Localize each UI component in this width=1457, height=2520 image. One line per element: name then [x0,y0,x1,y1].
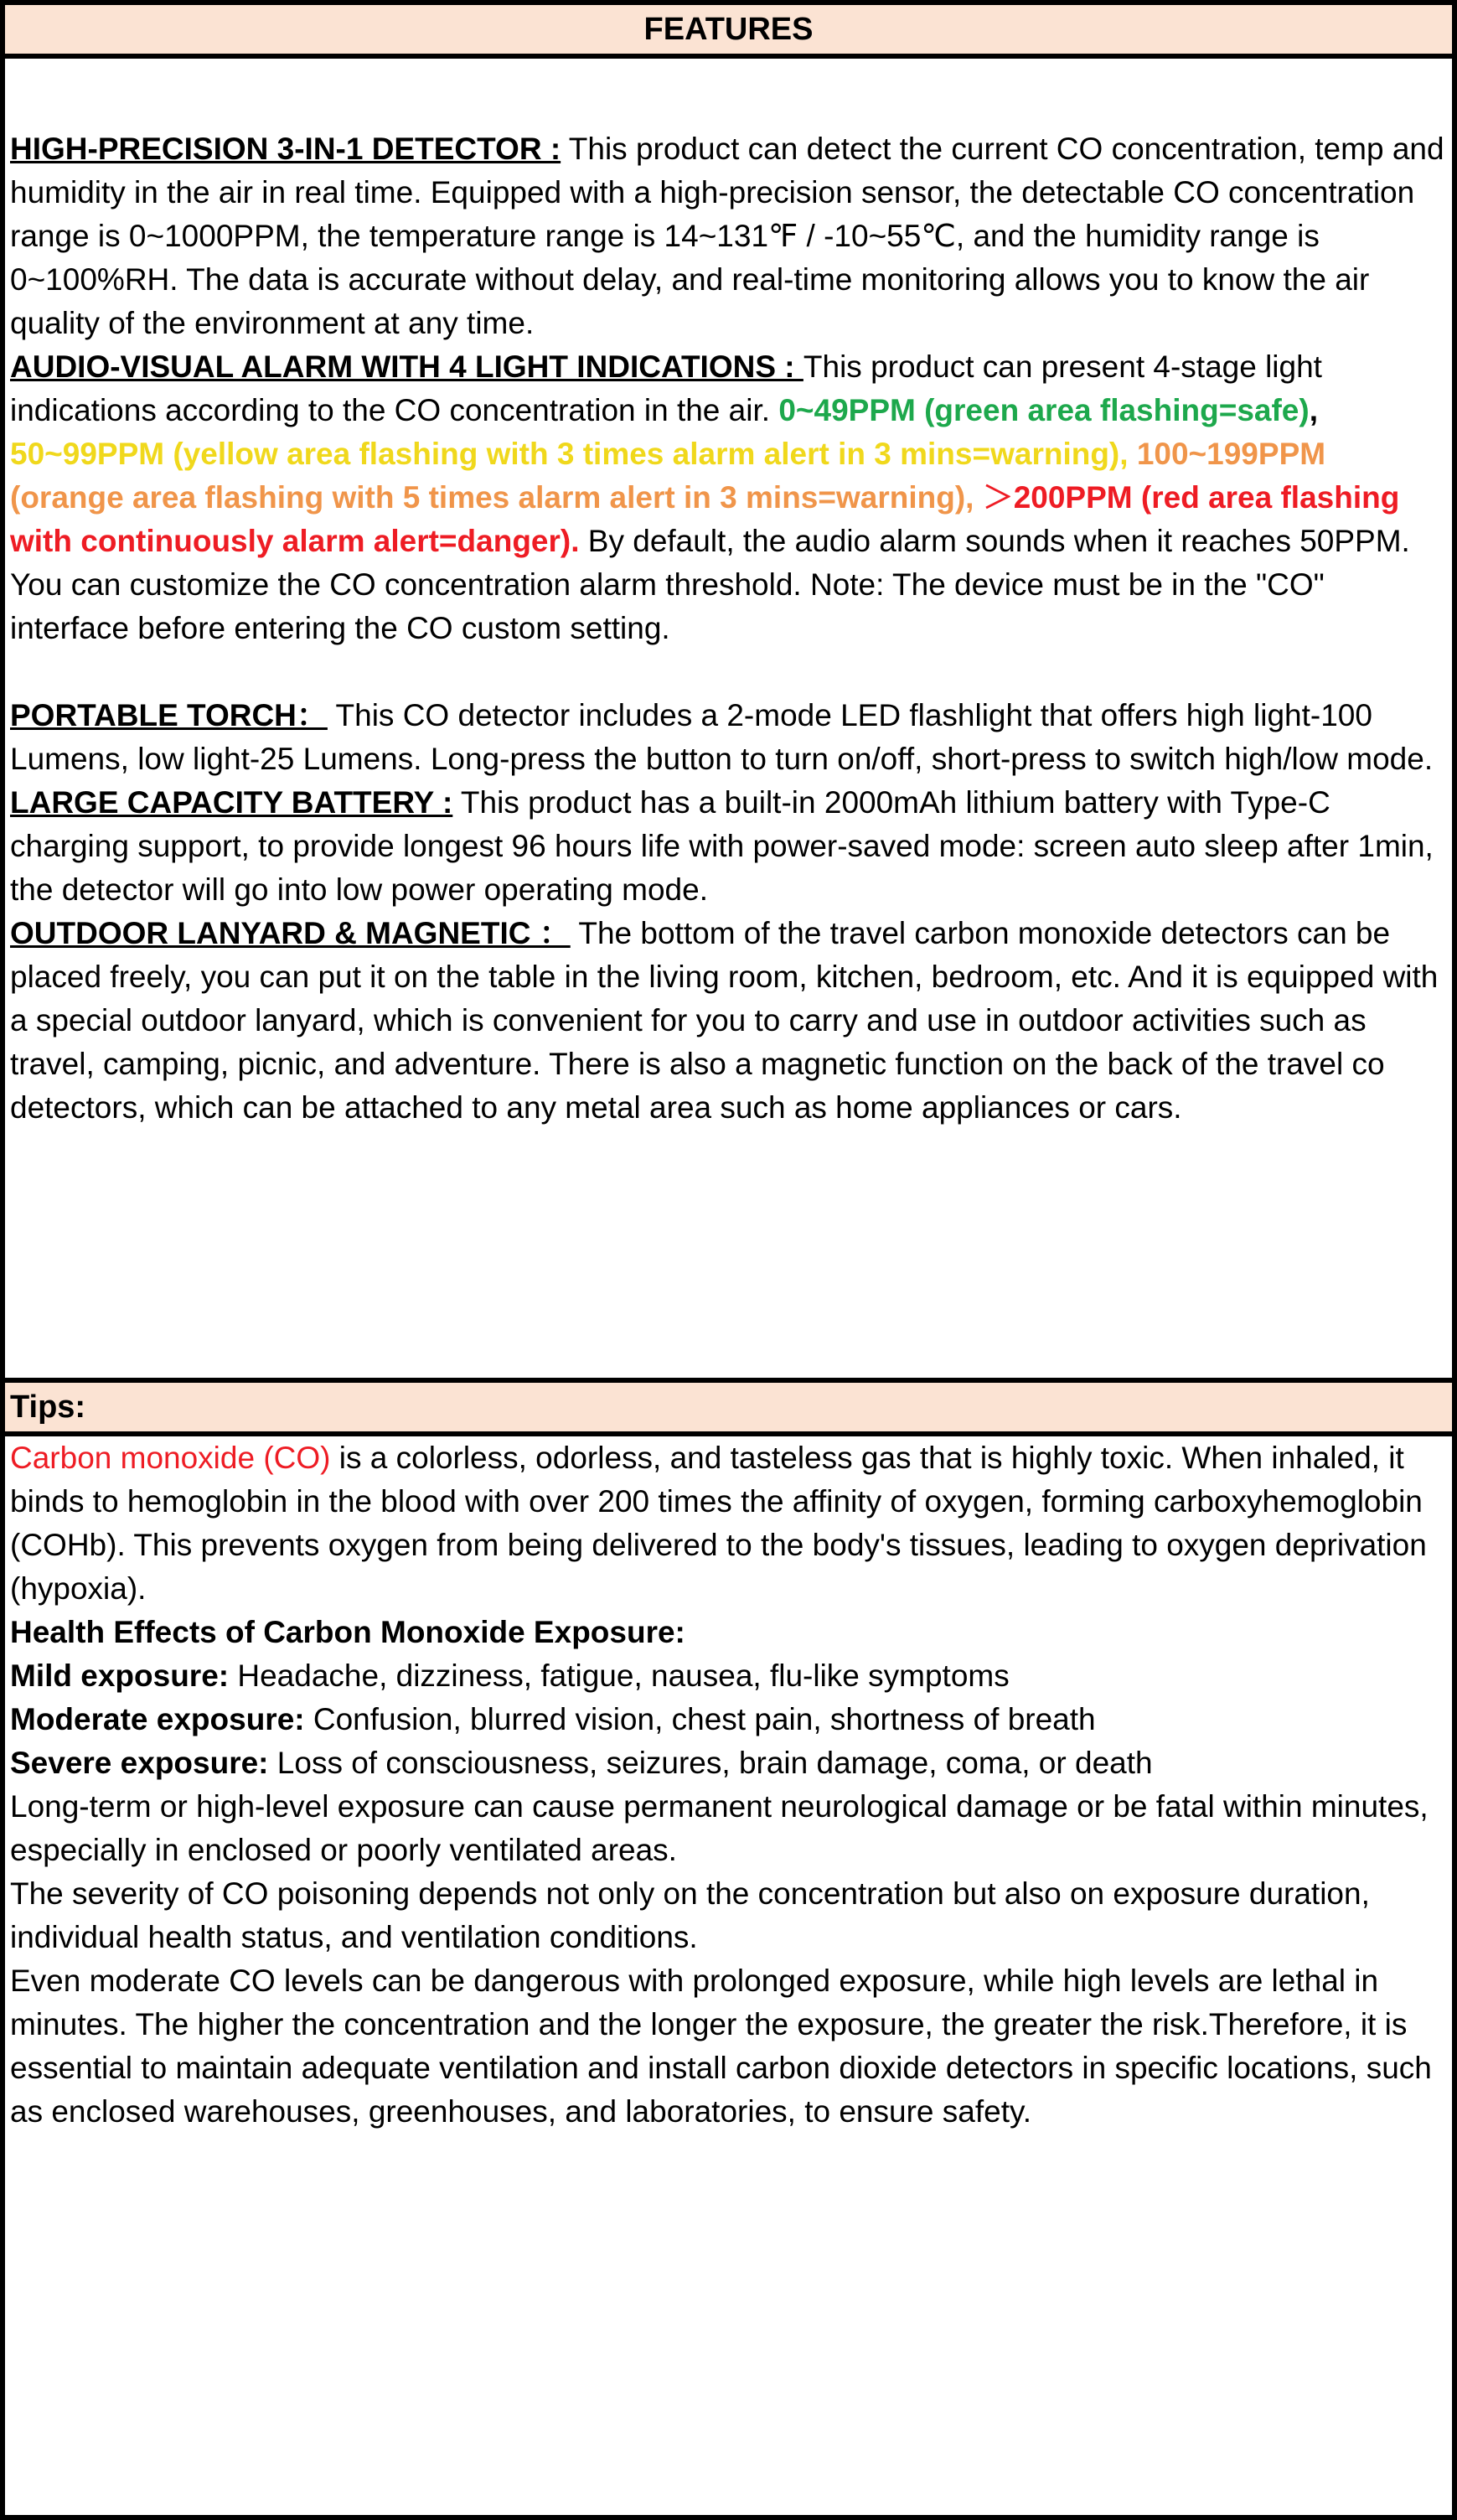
tips-intro-keyword: Carbon monoxide (CO) [10,1441,331,1475]
feature-torch-title: PORTABLE TORCH： [10,698,328,732]
severe-exposure-text: Loss of consciousness, seizures, brain damage, coma, or death [268,1746,1153,1780]
alarm-separator: , [1309,393,1318,427]
alarm-level-red: ＞200PPM (red area flashing with continuously alarm alert=danger). [10,480,1400,558]
moderate-exposure-text: Confusion, blurred vision, chest pain, shortness of breath [304,1702,1096,1736]
feature-alarm-title: AUDIO-VISUAL ALARM WITH 4 LIGHT INDICATIONS : [10,349,803,384]
mild-exposure-text: Headache, dizziness, fatigue, nausea, flu-like symptoms [229,1658,1010,1693]
feature-alarm-tail: By default, the audio alarm sounds when it reaches 50PPM. You can customize the CO concentration alarm threshold. Note: The device must be in the "CO" interface before entering the CO custom setting. [10,524,1410,645]
severe-exposure-label: Severe exposure: [10,1746,269,1780]
feature-torch-text: This CO detector includes a 2-mode LED flashlight that offers high light-100 Lumens, low light-25 Lumens. Long-press the button to turn on/off, short-press to switch high/low mode. [10,698,1434,776]
feature-lanyard-text: The bottom of the travel carbon monoxide detectors can be placed freely, you can put it on the table in the living room, kitchen, bedroom, etc. And it is equipped with a special outdoor lanyard, which is convenient for you to carry and use in outdoor activities such as travel, camping, picnic, and adventure. There is also a magnetic function on the back of the travel co detectors, which can be attached to any metal area such as home appliances or cars. [10,916,1439,1125]
feature-detector-text: This product can detect the current CO concentration, temp and humidity in the air in real time. Equipped with a high-precision sensor, the detectable CO concentration range is 0~1000PPM, the temperature range is 14~131℉ / -10~55℃, and the humidity range is 0~100%RH. The data is accurate without delay, and real-time monitoring allows you to know the air quality of the environment at any time. [10,132,1444,340]
moderate-levels-note: Even moderate CO levels can be dangerous with prolonged exposure, while high levels are lethal in minutes. The higher the concentration and the longer the exposure, the greater the risk.Therefore, it is essential to maintain adequate ventilation and install carbon dioxide detectors in specific locations, such as enclosed warehouses, greenhouses, and laboratories, to ensure safety. [10,1964,1432,2129]
feature-alarm [10,345,1447,650]
tips-intro-text: is a colorless, odorless, and tasteless gas that is highly toxic. When inhaled, it binds to hemoglobin in the blood with over 200 times the affinity of oxygen, forming carboxyhemoglobin (COHb). This prevents oxygen from being delivered to the body's tissues, leading to oxygen deprivation (hypoxia). [10,1441,1427,1606]
health-effects-heading: Health Effects of Carbon Monoxide Exposure: [10,1615,685,1649]
tips-intro [10,1436,1447,1611]
mild-exposure [10,1654,1447,1698]
severity-note: The severity of CO poisoning depends not only on the concentration but also on exposure duration, individual health status, and ventilation conditions. [10,1876,1370,1954]
alarm-level-green: 0~49PPM (green area flashing=safe) [778,393,1310,427]
longterm-exposure: Long-term or high-level exposure can cause permanent neurological damage or be fatal within minutes, especially in enclosed or poorly ventilated areas. [10,1789,1429,1867]
feature-lanyard-title: OUTDOOR LANYARD & MAGNETIC ： [10,916,571,950]
severe-exposure [10,1741,1447,1785]
tips-header: Tips: [5,1378,1452,1436]
mild-exposure-label: Mild exposure: [10,1658,230,1693]
features-header: FEATURES [5,5,1452,59]
alarm-level-yellow: 50~99PPM (yellow area flashing with 3 times alarm alert in 3 mins=warning), [10,437,1137,471]
features-body [10,127,1447,1130]
feature-lanyard [10,912,1447,1130]
alarm-level-orange: 100~199PPM (orange area flashing with 5 times alarm alert in 3 mins=warning), [10,437,1326,515]
feature-battery-text: This product has a built-in 2000mAh lithium battery with Type-C charging support, to provide longest 96 hours life with power-saved mode: screen auto sleep after 1min, the detector will go into low power operating mode. [10,785,1434,907]
tips-body [10,1436,1447,2134]
feature-torch [10,694,1447,781]
moderate-exposure [10,1698,1447,1741]
feature-alarm-text: This product can present 4-stage light indications according to the CO concentration in the air. [10,349,1322,427]
moderate-exposure-label: Moderate exposure: [10,1702,305,1736]
feature-detector [10,127,1447,345]
feature-battery-title: LARGE CAPACITY BATTERY : [10,785,453,820]
feature-battery [10,781,1447,912]
feature-detector-title: HIGH-PRECISION 3-IN-1 DETECTOR : [10,132,561,166]
